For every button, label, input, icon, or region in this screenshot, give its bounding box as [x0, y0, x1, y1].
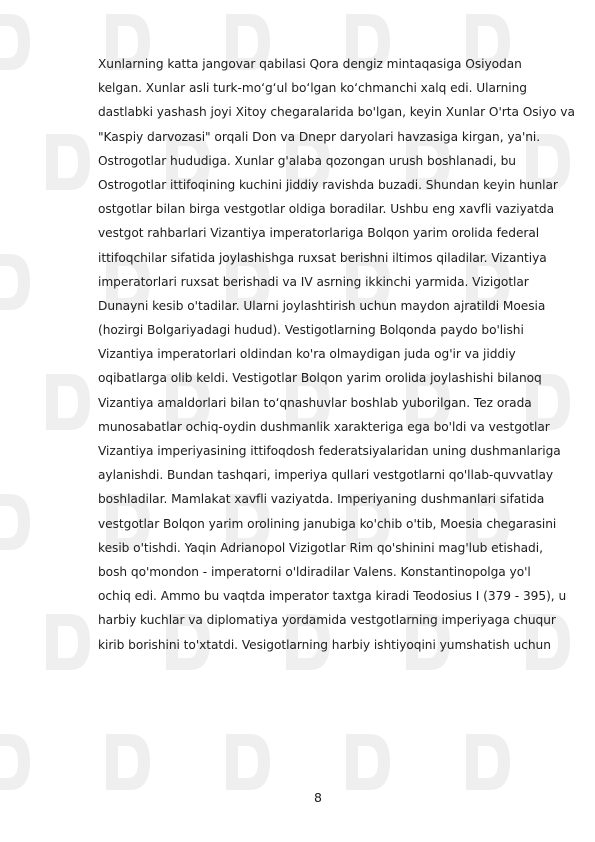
- watermark-tile: [40, 130, 94, 194]
- document-body: [98, 52, 595, 657]
- text-line: imperatorlari ruxsat berishadi va IV asrning ikkinchi yarmida. Vizigotlar: [98, 274, 529, 289]
- text-line: Dunayni kesib o'tadilar. Ularni joylashtirish uchun maydon ajratildi Moesia: [98, 298, 546, 313]
- text-line: kesib o'tishdi. Yaqin Adrianopol Vizigotlar Rim qo'shinini mag'lub etishadi,: [98, 540, 543, 555]
- text-line: Vizantiya imperatorlari oldindan ko'ra olmaydigan juda og'ir va jiddiy: [98, 347, 516, 362]
- watermark-tile: [220, 730, 274, 794]
- text-line: Ostrogotlar hududiga. Xunlar g'alaba qozongan urush boshlanadi, bu: [98, 153, 516, 168]
- text-line: ittifoqchilar sifatida joylashishga ruxsat berishni iltimos qiladilar. Vizantiya: [98, 250, 547, 265]
- text-line: kelgan. Xunlar asli turk-mo‘g‘ul bo‘lgan ko‘chmanchi xalq edi. Ularning: [98, 81, 527, 96]
- watermark-tile: [100, 730, 154, 794]
- text-line: (hozirgi Bolgariyadagi hudud). Vestigotlarning Bolqonda paydo bo'lishi: [98, 323, 524, 338]
- watermark-tile: [340, 730, 394, 794]
- text-line: Vizantiya amaldorlari bilan to‘qnashuvlar boshlab yuborilgan. Tez orada: [98, 395, 532, 410]
- text-line: munosabatlar ochiq-oydin dushmanlik xarakteriga ega bo'ldi va vestgotlar: [98, 419, 550, 434]
- text-line: Vizantiya imperiyasining ittifoqdosh federatsiyalaridan uning dushmanlariga: [98, 444, 561, 458]
- text-line: dastlabki yashash joyi Xitoy chegaralarida bo'lgan, keyin Xunlar O'rta Osiyo va: [98, 105, 575, 120]
- text-line: ostgotlar bilan birga vestgotlar oldiga boradilar. Ushbu eng xavfli vaziyatda: [98, 202, 555, 217]
- watermark-tile: [460, 730, 514, 794]
- watermark-tile: [40, 610, 94, 674]
- watermark-tile: [40, 370, 94, 434]
- text-line: oqibatlarga olib keldi. Vestigotlar Bolqon yarim orolida joylashishi bilanoq: [98, 371, 542, 386]
- watermark-tile: [0, 490, 34, 554]
- text-line: Ostrogotlar ittifoqining kuchini jiddiy ravishda buzadi. Shundan keyin hunlar: [98, 177, 558, 192]
- text-line: kirib borishini to'xtatdi. Vesigotlarning harbiy ishtiyoqini yumshatish uchun: [98, 637, 551, 652]
- page-number: 8: [314, 790, 322, 805]
- text-line: "Kaspiy darvozasi" orqali Don va Dnepr daryolari havzasiga kirgan, ya'ni.: [98, 129, 541, 144]
- watermark-tile: [0, 10, 34, 74]
- text-line: bosh qo'mondon - imperatorni o'ldiradilar Valens. Konstantinopolga yo'l: [98, 564, 531, 579]
- text-line: vestgot rahbarlari Vizantiya imperatorlariga Bolqon yarim orolida federal: [98, 226, 540, 241]
- text-line: boshladilar. Mamlakat xavfli vaziyatda. Imperiyaning dushmanlari sifatida: [98, 492, 545, 507]
- text-line: aylanishdi. Bundan tashqari, imperiya qullari vestgotlarni qo'llab-quvvatlay: [98, 468, 554, 483]
- text-line: Xunlarning katta jangovar qabilasi Qora dengiz mintaqasiga Osiyodan: [98, 57, 522, 71]
- text-line: harbiy kuchlar va diplomatiya yordamida vestgotlarning imperiyaga chuqur: [98, 613, 556, 628]
- text-line: ochiq edi. Ammo bu vaqtda imperator taxtga kiradi Teodosius I (379 - 395), u: [98, 589, 567, 604]
- watermark-tile: [0, 250, 34, 314]
- watermark-tile: [0, 730, 34, 794]
- text-line: vestgotlar Bolqon yarim orolining janubiga ko'chib o'tib, Moesia chegarasini: [98, 516, 557, 531]
